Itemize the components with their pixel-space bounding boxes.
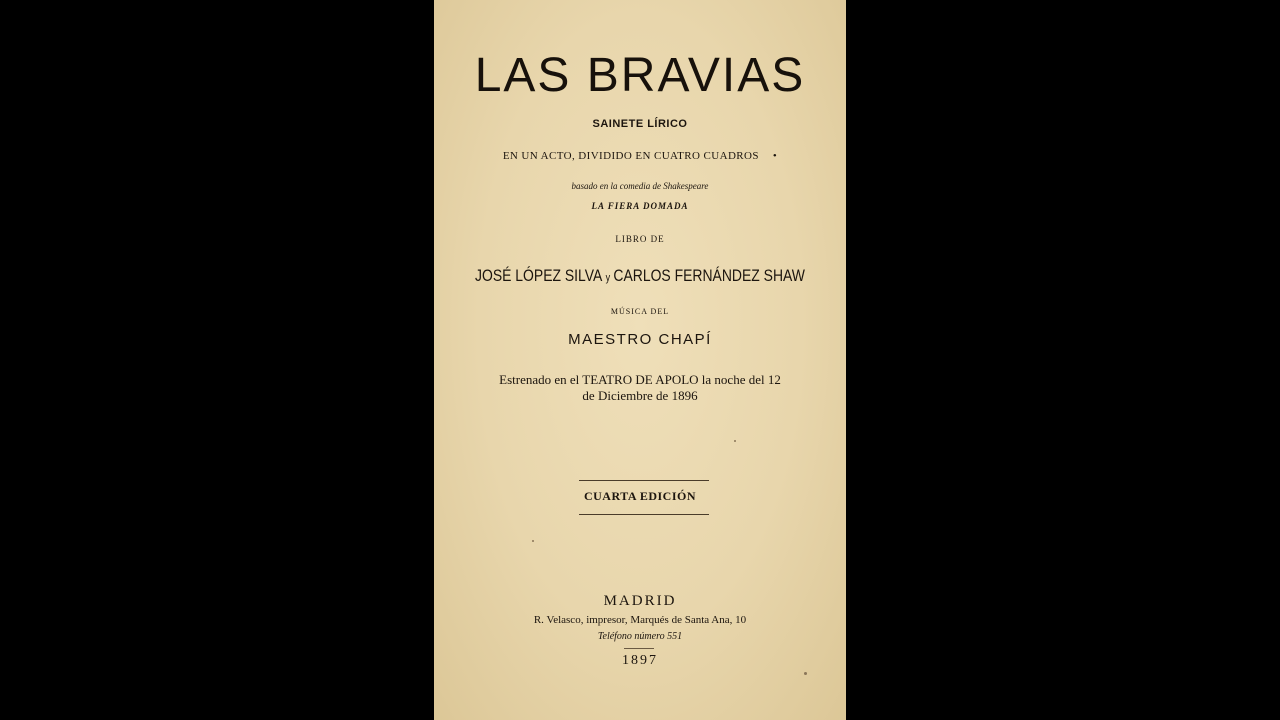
- premiere-info: [434, 372, 846, 404]
- paper-speck: [532, 540, 534, 542]
- year-rule: [624, 648, 654, 649]
- paper-speck: [804, 672, 807, 675]
- edition-label: CUARTA EDICIÓN: [583, 489, 697, 503]
- composer-name: MAESTRO CHAPÍ: [568, 331, 712, 348]
- source-work-title: LA FIERA DOMADA: [591, 201, 689, 211]
- acts-text: EN UN ACTO, DIVIDIDO EN CUATRO CUADROS: [502, 150, 759, 162]
- printer-info: R. Velasco, impresor, Marqués de Santa Ana, 10: [533, 614, 747, 626]
- edition-rule-top: [579, 480, 709, 481]
- acts-mark: •: [772, 150, 778, 162]
- page-title: LAS BRAVIAS: [474, 49, 806, 102]
- printer-phone: Teléfono número 551: [597, 631, 683, 642]
- publication-year: 1897: [622, 653, 658, 668]
- edition-rule-bottom: [579, 514, 709, 515]
- author-1: JOSÉ LÓPEZ SILVA: [475, 266, 603, 285]
- based-on-text: basado en la comedia de Shakespeare: [571, 181, 709, 191]
- paper-speck: [734, 440, 736, 442]
- libretto-label: LIBRO DE: [615, 234, 665, 244]
- acts-description: [434, 150, 846, 162]
- book-title-page: [434, 0, 846, 720]
- genre-subtitle: SAINETE LÍRICO: [592, 118, 688, 130]
- music-label: MÚSICA DEL: [610, 307, 670, 316]
- author-joiner: y: [605, 272, 611, 284]
- publication-city: MADRID: [603, 593, 677, 609]
- authors-line: [471, 266, 809, 286]
- premiere-line-1: Estrenado en el TEATRO DE APOLO la noche del 12: [499, 372, 781, 387]
- author-2: CARLOS FERNÁNDEZ SHAW: [613, 266, 805, 285]
- premiere-line-2: de Diciembre de 1896: [582, 388, 698, 403]
